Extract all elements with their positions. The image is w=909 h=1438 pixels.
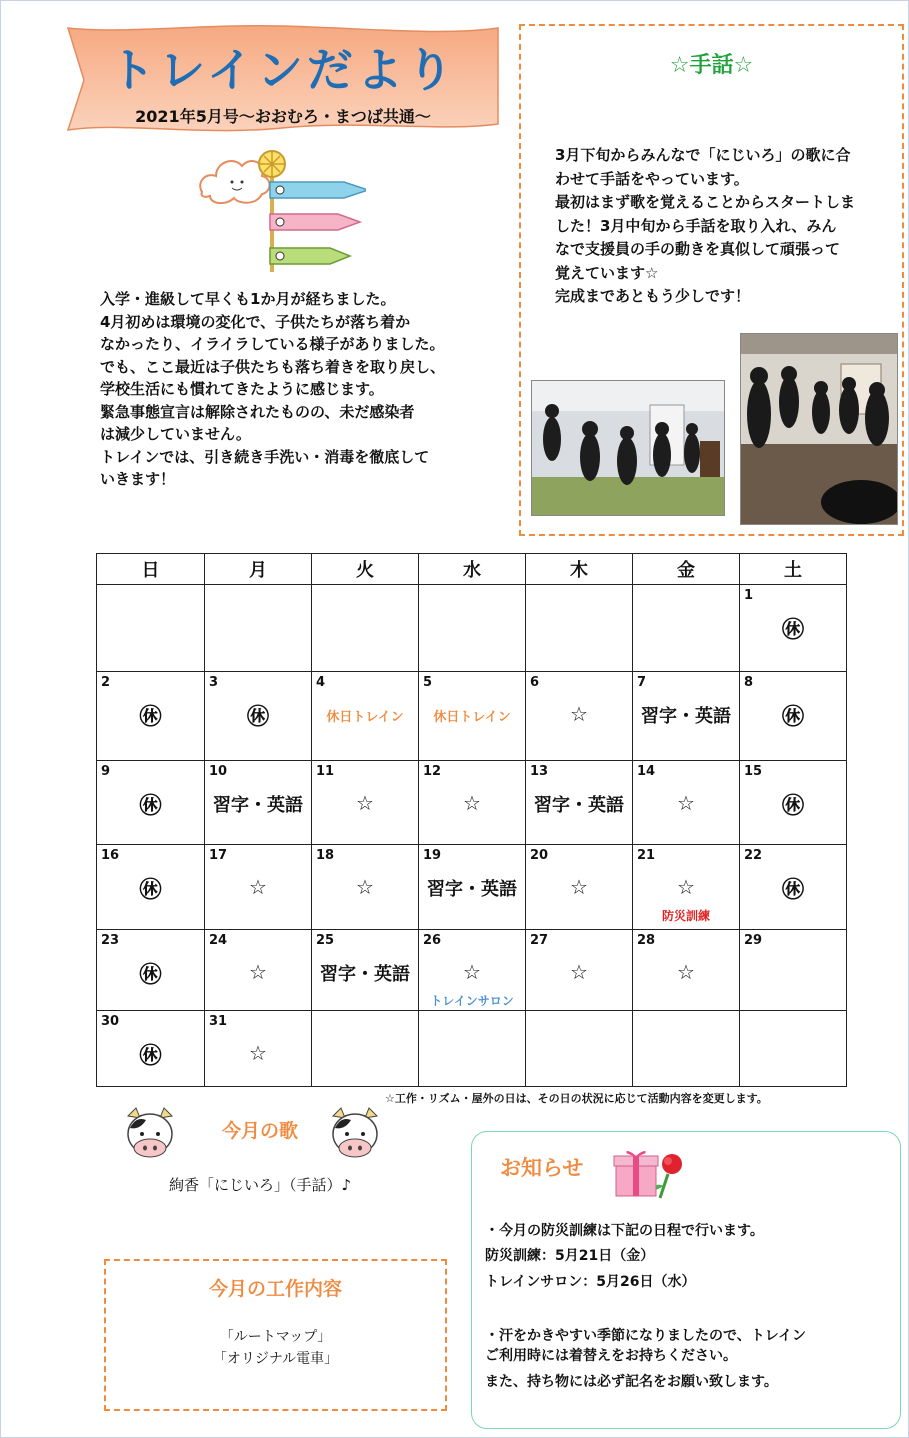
calendar-day-cell — [740, 672, 847, 761]
sign-language-line: わせて手話をやっています。 — [555, 169, 749, 188]
day-number: 20 — [530, 848, 549, 863]
intro-line: 学校生活にも慣れてきたように感じます。 — [100, 380, 384, 398]
intro-line: 緊急事態宣言は解除されたものの、未だ感染者 — [100, 402, 415, 421]
day-number: 3 — [209, 675, 219, 690]
calendar-day-cell — [526, 930, 633, 1011]
calendar-day-cell — [633, 672, 740, 761]
day-number: 25 — [316, 933, 335, 948]
calendar-day-cell — [97, 930, 205, 1011]
calendar-day-cell — [97, 845, 205, 930]
calendar-day-cell — [740, 1011, 847, 1087]
calendar-day-cell — [633, 930, 740, 1011]
notice-line: また、持ち物には必ず記名をお願い致します。 — [485, 1374, 778, 1390]
weekday-header: 土 — [740, 554, 847, 585]
holiday-mark: ㊡ — [246, 705, 269, 730]
calendar-day-cell — [526, 672, 633, 761]
sign-language-photo-2 — [740, 333, 898, 525]
holiday-mark: ㊡ — [781, 618, 804, 643]
calendar-day-cell — [419, 845, 526, 930]
day-number: 6 — [530, 675, 540, 690]
day-number: 7 — [637, 675, 647, 690]
song-text: 絢香「にじいろ」（手話）♪ — [168, 1176, 352, 1194]
activity-star: ☆ — [677, 875, 695, 899]
calendar-day-cell — [312, 672, 419, 761]
day-number: 29 — [744, 933, 763, 948]
day-number: 4 — [316, 675, 326, 690]
calendar-day-cell — [419, 930, 526, 1011]
day-number: 11 — [316, 764, 335, 779]
day-number: 1 — [744, 588, 754, 603]
day-number: 22 — [744, 848, 763, 863]
day-number: 24 — [209, 933, 228, 948]
weekday-header: 月 — [205, 554, 312, 585]
newsletter-subtitle: 2021年5月号～おおむろ・まつば共通～ — [135, 107, 431, 126]
sign-language-line: 覚えています☆ — [555, 263, 659, 282]
calendar-day-cell — [740, 930, 847, 1011]
activity-star: ☆ — [249, 1041, 267, 1065]
day-number: 9 — [101, 764, 111, 779]
calendar-day-cell — [97, 672, 205, 761]
activity-star: ☆ — [677, 791, 695, 815]
activity-label: 習字・英語 — [427, 879, 517, 900]
event-note: 防災訓練 — [661, 909, 710, 923]
intro-line: いきます！ — [100, 470, 176, 488]
activity-star: ☆ — [570, 960, 588, 984]
day-number: 16 — [101, 848, 120, 863]
gift-icon — [612, 1144, 692, 1200]
carp-pink-icon — [270, 214, 360, 230]
intro-line: 4月初めは環境の変化で、子供たちが落ち着か — [100, 312, 411, 331]
craft-items — [104, 1326, 447, 1370]
sign-language-line: した！3月中旬から手話を取り入れ、みん — [555, 216, 837, 235]
day-number: 18 — [316, 848, 335, 863]
craft-item: 「オリジナル電車」 — [212, 1351, 339, 1367]
calendar-day-cell — [205, 930, 312, 1011]
sign-language-title: ☆手話☆ — [669, 53, 754, 78]
calendar-day-cell — [205, 1011, 312, 1087]
calendar-day-cell — [312, 845, 419, 930]
carp-green-icon — [270, 248, 350, 264]
monthly-calendar — [96, 553, 847, 1087]
calendar-day-cell — [312, 761, 419, 845]
calendar-day-cell — [205, 845, 312, 930]
day-number: 14 — [637, 764, 656, 779]
activity-star: ☆ — [249, 960, 267, 984]
calendar-week — [97, 761, 847, 845]
sign-language-line: 3月下旬からみんなで「にじいろ」の歌に合 — [555, 146, 851, 164]
holiday-mark: ㊡ — [139, 963, 162, 988]
calendar-day-cell — [205, 672, 312, 761]
weekday-header: 木 — [526, 554, 633, 585]
notice-line: ・汗をかきやすい季節になりましたので、トレイン — [485, 1328, 807, 1344]
activity-label: 習字・英語 — [320, 964, 410, 985]
newsletter-title: トレインだより — [109, 43, 457, 97]
activity-label: 休日トレイン — [326, 710, 404, 725]
notice-line: 防災訓練：5月21日（金） — [485, 1248, 655, 1264]
intro-line: トレインでは、引き続き手洗い・消毒を徹底して — [100, 447, 430, 466]
activity-label: 休日トレイン — [433, 710, 511, 725]
day-number: 13 — [530, 764, 549, 779]
activity-star: ☆ — [463, 960, 481, 984]
sign-language-line: なで支援員の手の動きを真似して頑張って — [555, 240, 841, 258]
calendar-day-cell — [740, 585, 847, 672]
koinobori-illustration — [196, 148, 366, 274]
day-number: 5 — [423, 675, 433, 690]
sign-language-text — [555, 144, 891, 309]
calendar-day-cell — [312, 585, 419, 672]
activity-star: ☆ — [356, 791, 374, 815]
calendar-day-cell — [740, 761, 847, 845]
weekday-header: 金 — [633, 554, 740, 585]
craft-title: 今月の工作内容 — [208, 1278, 342, 1300]
day-number: 21 — [637, 848, 656, 863]
calendar-day-cell — [419, 585, 526, 672]
activity-star: ☆ — [249, 875, 267, 899]
notice-line: トレインサロン：5月26日（水） — [485, 1274, 696, 1290]
calendar-day-cell — [205, 585, 312, 672]
calendar-day-cell — [97, 1011, 205, 1087]
day-number: 30 — [101, 1014, 120, 1029]
day-number: 19 — [423, 848, 442, 863]
calendar-week — [97, 1011, 847, 1087]
holiday-mark: ㊡ — [781, 705, 804, 730]
calendar-day-cell — [312, 1011, 419, 1087]
day-number: 31 — [209, 1014, 228, 1029]
calendar-day-cell — [526, 585, 633, 672]
calendar-day-cell — [633, 585, 740, 672]
intro-line: は減少していません。 — [100, 425, 251, 443]
calendar-day-cell — [526, 761, 633, 845]
day-number: 28 — [637, 933, 656, 948]
weekday-header: 水 — [419, 554, 526, 585]
holiday-mark: ㊡ — [139, 705, 162, 730]
calendar-day-cell — [312, 930, 419, 1011]
holiday-mark: ㊡ — [139, 794, 162, 819]
activity-star: ☆ — [570, 702, 588, 726]
calendar-day-cell — [740, 845, 847, 930]
calendar-day-cell — [419, 761, 526, 845]
activity-star: ☆ — [570, 875, 588, 899]
cow-icon — [327, 1106, 383, 1160]
calendar-week — [97, 672, 847, 761]
calendar-day-cell — [633, 845, 740, 930]
activity-label: 習字・英語 — [534, 795, 624, 816]
day-number: 10 — [209, 764, 228, 779]
holiday-mark: ㊡ — [781, 878, 804, 903]
calendar-day-cell — [205, 761, 312, 845]
craft-item: 「ルートマップ」 — [219, 1329, 332, 1345]
event-note: トレインサロン — [430, 994, 514, 1008]
weekday-header: 火 — [312, 554, 419, 585]
calendar-footnote: ☆工作・リズム・屋外の日は、その日の状況に応じて活動内容を変更します。 — [385, 1092, 768, 1105]
calendar-day-cell — [526, 845, 633, 930]
holiday-mark: ㊡ — [139, 1044, 162, 1069]
calendar-day-cell — [419, 1011, 526, 1087]
holiday-mark: ㊡ — [139, 878, 162, 903]
day-number: 23 — [101, 933, 120, 948]
activity-star: ☆ — [356, 875, 374, 899]
day-number: 27 — [530, 933, 549, 948]
song-title: 今月の歌 — [221, 1120, 298, 1142]
sign-language-photo-1 — [531, 380, 725, 516]
notice-title: お知らせ — [500, 1156, 584, 1180]
calendar-week — [97, 585, 847, 672]
calendar-day-cell — [97, 761, 205, 845]
notice-line: ・今月の防災訓練は下記の日程で行います。 — [485, 1223, 764, 1239]
intro-line: でも、ここ最近は子供たちも落ち着きを取り戻し、 — [100, 357, 446, 376]
activity-star: ☆ — [677, 960, 695, 984]
day-number: 12 — [423, 764, 442, 779]
day-number: 17 — [209, 848, 228, 863]
day-number: 26 — [423, 933, 442, 948]
calendar-day-cell — [633, 1011, 740, 1087]
calendar-day-cell — [419, 672, 526, 761]
sign-language-line: 完成まであともう少しです！ — [555, 287, 751, 305]
calendar-day-cell — [526, 1011, 633, 1087]
day-number: 8 — [744, 675, 754, 690]
intro-line: 入学・進級して早くも1か月が経ちました。 — [100, 290, 396, 308]
day-number: 2 — [101, 675, 111, 690]
cow-icon — [122, 1106, 178, 1160]
holiday-mark: ㊡ — [781, 794, 804, 819]
intro-text — [100, 288, 490, 491]
sign-language-line: 最初はまず歌を覚えることからスタートしま — [555, 193, 856, 211]
activity-star: ☆ — [463, 791, 481, 815]
activity-label: 習字・英語 — [213, 795, 303, 816]
notice-line: ご利用時には着替えをお持ちください。 — [485, 1348, 737, 1364]
carp-blue-icon — [270, 182, 366, 198]
weekday-header: 日 — [97, 554, 205, 585]
calendar-day-cell — [97, 585, 205, 672]
activity-label: 習字・英語 — [641, 706, 731, 727]
calendar-day-cell — [633, 761, 740, 845]
intro-line: なかったり、イライラしている様子がありました。 — [100, 335, 445, 353]
calendar-week — [97, 845, 847, 930]
calendar-week — [97, 930, 847, 1011]
day-number: 15 — [744, 764, 763, 779]
